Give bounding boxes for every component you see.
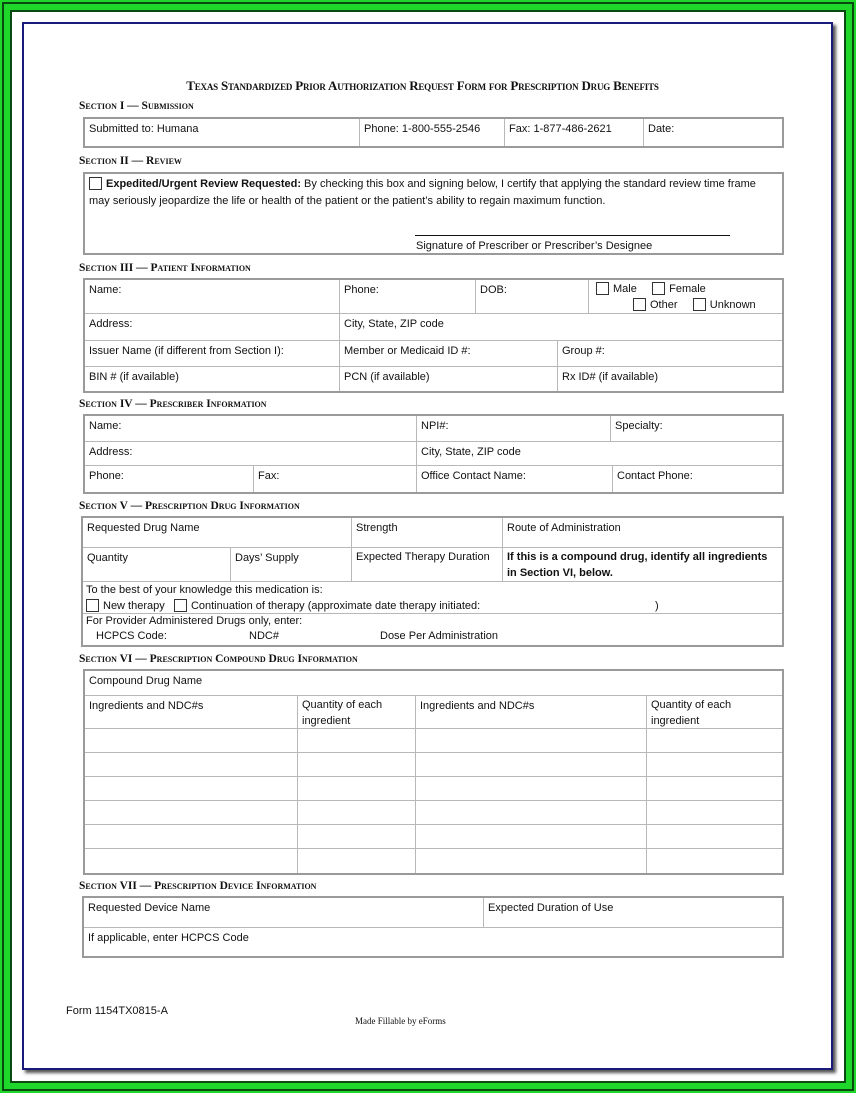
ingredient-cell[interactable] <box>416 753 647 776</box>
section-6-box <box>83 669 784 875</box>
therapy-duration[interactable]: Expected Therapy Duration <box>352 548 503 581</box>
unknown-checkbox[interactable] <box>693 298 706 311</box>
prescriber-address[interactable]: Address: <box>85 442 417 465</box>
ingredient-cell[interactable] <box>647 849 782 873</box>
patient-name[interactable]: Name: <box>85 280 340 313</box>
specialty[interactable]: Specialty: <box>615 420 663 432</box>
route[interactable]: Route of Administration <box>507 522 621 534</box>
ingredient-row <box>85 801 782 825</box>
ingredient-row <box>85 825 782 849</box>
ingredient-row <box>85 777 782 801</box>
unknown-label: Unknown <box>709 299 756 311</box>
member-id[interactable]: Member or Medicaid ID #: <box>340 341 558 366</box>
quantity-header-1: Quantity of each ingredient <box>298 696 416 728</box>
contact-phone[interactable]: Contact Phone: <box>617 470 693 482</box>
section-7-heading: Section VII — Prescription Device Information <box>79 880 317 892</box>
ingredient-cell[interactable] <box>298 801 416 824</box>
prescriber-phone[interactable]: Phone: <box>85 466 254 492</box>
ingredient-row <box>85 849 782 873</box>
continuation-checkbox[interactable] <box>174 599 187 612</box>
phone: Phone: 1-800-555-2546 <box>360 119 505 146</box>
ingredients-header-1: Ingredients and NDC#s <box>85 696 298 728</box>
continuation-close: ) <box>655 600 659 612</box>
ingredient-cell[interactable] <box>647 777 782 800</box>
ingredient-cell[interactable] <box>416 777 647 800</box>
patient-city[interactable]: City, State, ZIP code <box>344 318 444 330</box>
form-number: Form 1154TX0815-A <box>66 1005 168 1017</box>
prescriber-city[interactable]: City, State, ZIP code <box>421 446 521 458</box>
date-field[interactable]: Date: <box>648 123 675 135</box>
quantity[interactable]: Quantity <box>83 548 231 581</box>
ingredient-cell[interactable] <box>298 777 416 800</box>
section-7-box <box>82 896 784 958</box>
ingredient-cell[interactable] <box>416 729 647 752</box>
form-title: Texas Standardized Prior Authorization Request Form for Prescription Drug Benefits <box>186 78 659 93</box>
device-duration[interactable]: Expected Duration of Use <box>488 902 614 914</box>
ingredient-cell[interactable] <box>298 849 416 873</box>
ingredient-cell[interactable] <box>416 801 647 824</box>
ingredient-cell[interactable] <box>416 825 647 848</box>
male-checkbox[interactable] <box>596 282 609 295</box>
ingredient-cell[interactable] <box>647 729 782 752</box>
signature-label: Signature of Prescriber or Prescriber’s Designee <box>416 240 653 252</box>
other-label: Other <box>650 299 678 311</box>
compound-drug-name[interactable]: Compound Drug Name <box>89 675 203 687</box>
section-4-heading: Section IV — Prescriber Information <box>79 398 267 410</box>
ingredient-cell[interactable] <box>85 729 298 752</box>
expedited-text: By checking this box and signing below, I certify that applying the standard review time frame may seriously jeopardize the life or health of the patient or the patient’s ability to regain maximum function. <box>89 178 756 207</box>
ingredient-cell[interactable] <box>298 729 416 752</box>
bin[interactable]: BIN # (if available) <box>85 367 340 391</box>
compound-note: If this is a compound drug, identify all ingredients in Section VI, below. <box>507 551 768 579</box>
new-therapy-checkbox[interactable] <box>86 599 99 612</box>
section-3-heading: Section III — Patient Information <box>79 262 251 274</box>
knowledge-label: To the best of your knowledge this medication is: <box>86 584 323 596</box>
ingredient-cell[interactable] <box>85 849 298 873</box>
ingredient-cell[interactable] <box>647 801 782 824</box>
section-2-heading: Section II — Review <box>79 155 182 167</box>
prescriber-fax[interactable]: Fax: <box>254 466 417 492</box>
section-6-heading: Section VI — Prescription Compound Drug Information <box>79 653 358 665</box>
section-3-box <box>83 278 784 393</box>
expedited-checkbox[interactable] <box>89 177 102 190</box>
rx-id[interactable]: Rx ID# (if available) <box>562 371 658 383</box>
group-number[interactable]: Group #: <box>562 345 605 357</box>
ingredients-header-2: Ingredients and NDC#s <box>416 696 647 728</box>
ingredient-cell[interactable] <box>298 825 416 848</box>
ingredient-row <box>85 753 782 777</box>
prescriber-name[interactable]: Name: <box>85 416 417 441</box>
signature-line[interactable] <box>415 235 730 236</box>
patient-phone[interactable]: Phone: <box>340 280 476 313</box>
other-checkbox[interactable] <box>633 298 646 311</box>
pcn[interactable]: PCN (if available) <box>340 367 558 391</box>
female-checkbox[interactable] <box>652 282 665 295</box>
submitted-to[interactable]: Submitted to: Humana <box>85 119 360 146</box>
provider-label: For Provider Administered Drugs only, enter: <box>86 615 303 627</box>
male-label: Male <box>613 283 637 295</box>
ndc[interactable]: NDC# <box>249 630 279 642</box>
quantity-header-2: Quantity of each ingredient <box>651 699 732 727</box>
ingredient-cell[interactable] <box>85 753 298 776</box>
section-2-box <box>83 172 784 255</box>
expedited-label: Expedited/Urgent Review Requested: <box>106 178 301 190</box>
npi[interactable]: NPI#: <box>417 416 611 441</box>
made-fillable: Made Fillable by eForms <box>355 1016 446 1026</box>
issuer-name[interactable]: Issuer Name (if different from Section I): <box>85 341 340 366</box>
ingredient-cell[interactable] <box>85 825 298 848</box>
ingredient-cell[interactable] <box>298 753 416 776</box>
fax: Fax: 1-877-486-2621 <box>505 119 644 146</box>
hcpcs-code[interactable]: HCPCS Code: <box>96 630 167 642</box>
patient-address[interactable]: Address: <box>85 314 340 340</box>
section-1-box <box>83 117 784 148</box>
ingredient-cell[interactable] <box>647 753 782 776</box>
days-supply[interactable]: Days’ Supply <box>231 548 352 581</box>
continuation-label: Continuation of therapy (approximate date therapy initiated: <box>190 600 481 612</box>
ingredient-cell[interactable] <box>416 849 647 873</box>
office-contact[interactable]: Office Contact Name: <box>417 466 613 492</box>
section-5-box <box>81 516 784 647</box>
section-4-box <box>83 414 784 494</box>
device-name[interactable]: Requested Device Name <box>84 898 484 927</box>
new-therapy-label: New therapy <box>103 600 165 612</box>
strength[interactable]: Strength <box>352 518 503 547</box>
ingredient-cell[interactable] <box>647 825 782 848</box>
dose[interactable]: Dose Per Administration <box>380 630 498 642</box>
section-5-heading: Section V — Prescription Drug Information <box>79 500 300 512</box>
ingredient-cell[interactable] <box>85 777 298 800</box>
ingredient-row <box>85 729 782 753</box>
drug-name[interactable]: Requested Drug Name <box>83 518 352 547</box>
device-hcpcs[interactable]: If applicable, enter HCPCS Code <box>88 932 249 944</box>
ingredient-cell[interactable] <box>85 801 298 824</box>
female-label: Female <box>669 283 706 295</box>
section-1-heading: Section I — Submission <box>79 100 194 112</box>
patient-dob[interactable]: DOB: <box>476 280 589 313</box>
